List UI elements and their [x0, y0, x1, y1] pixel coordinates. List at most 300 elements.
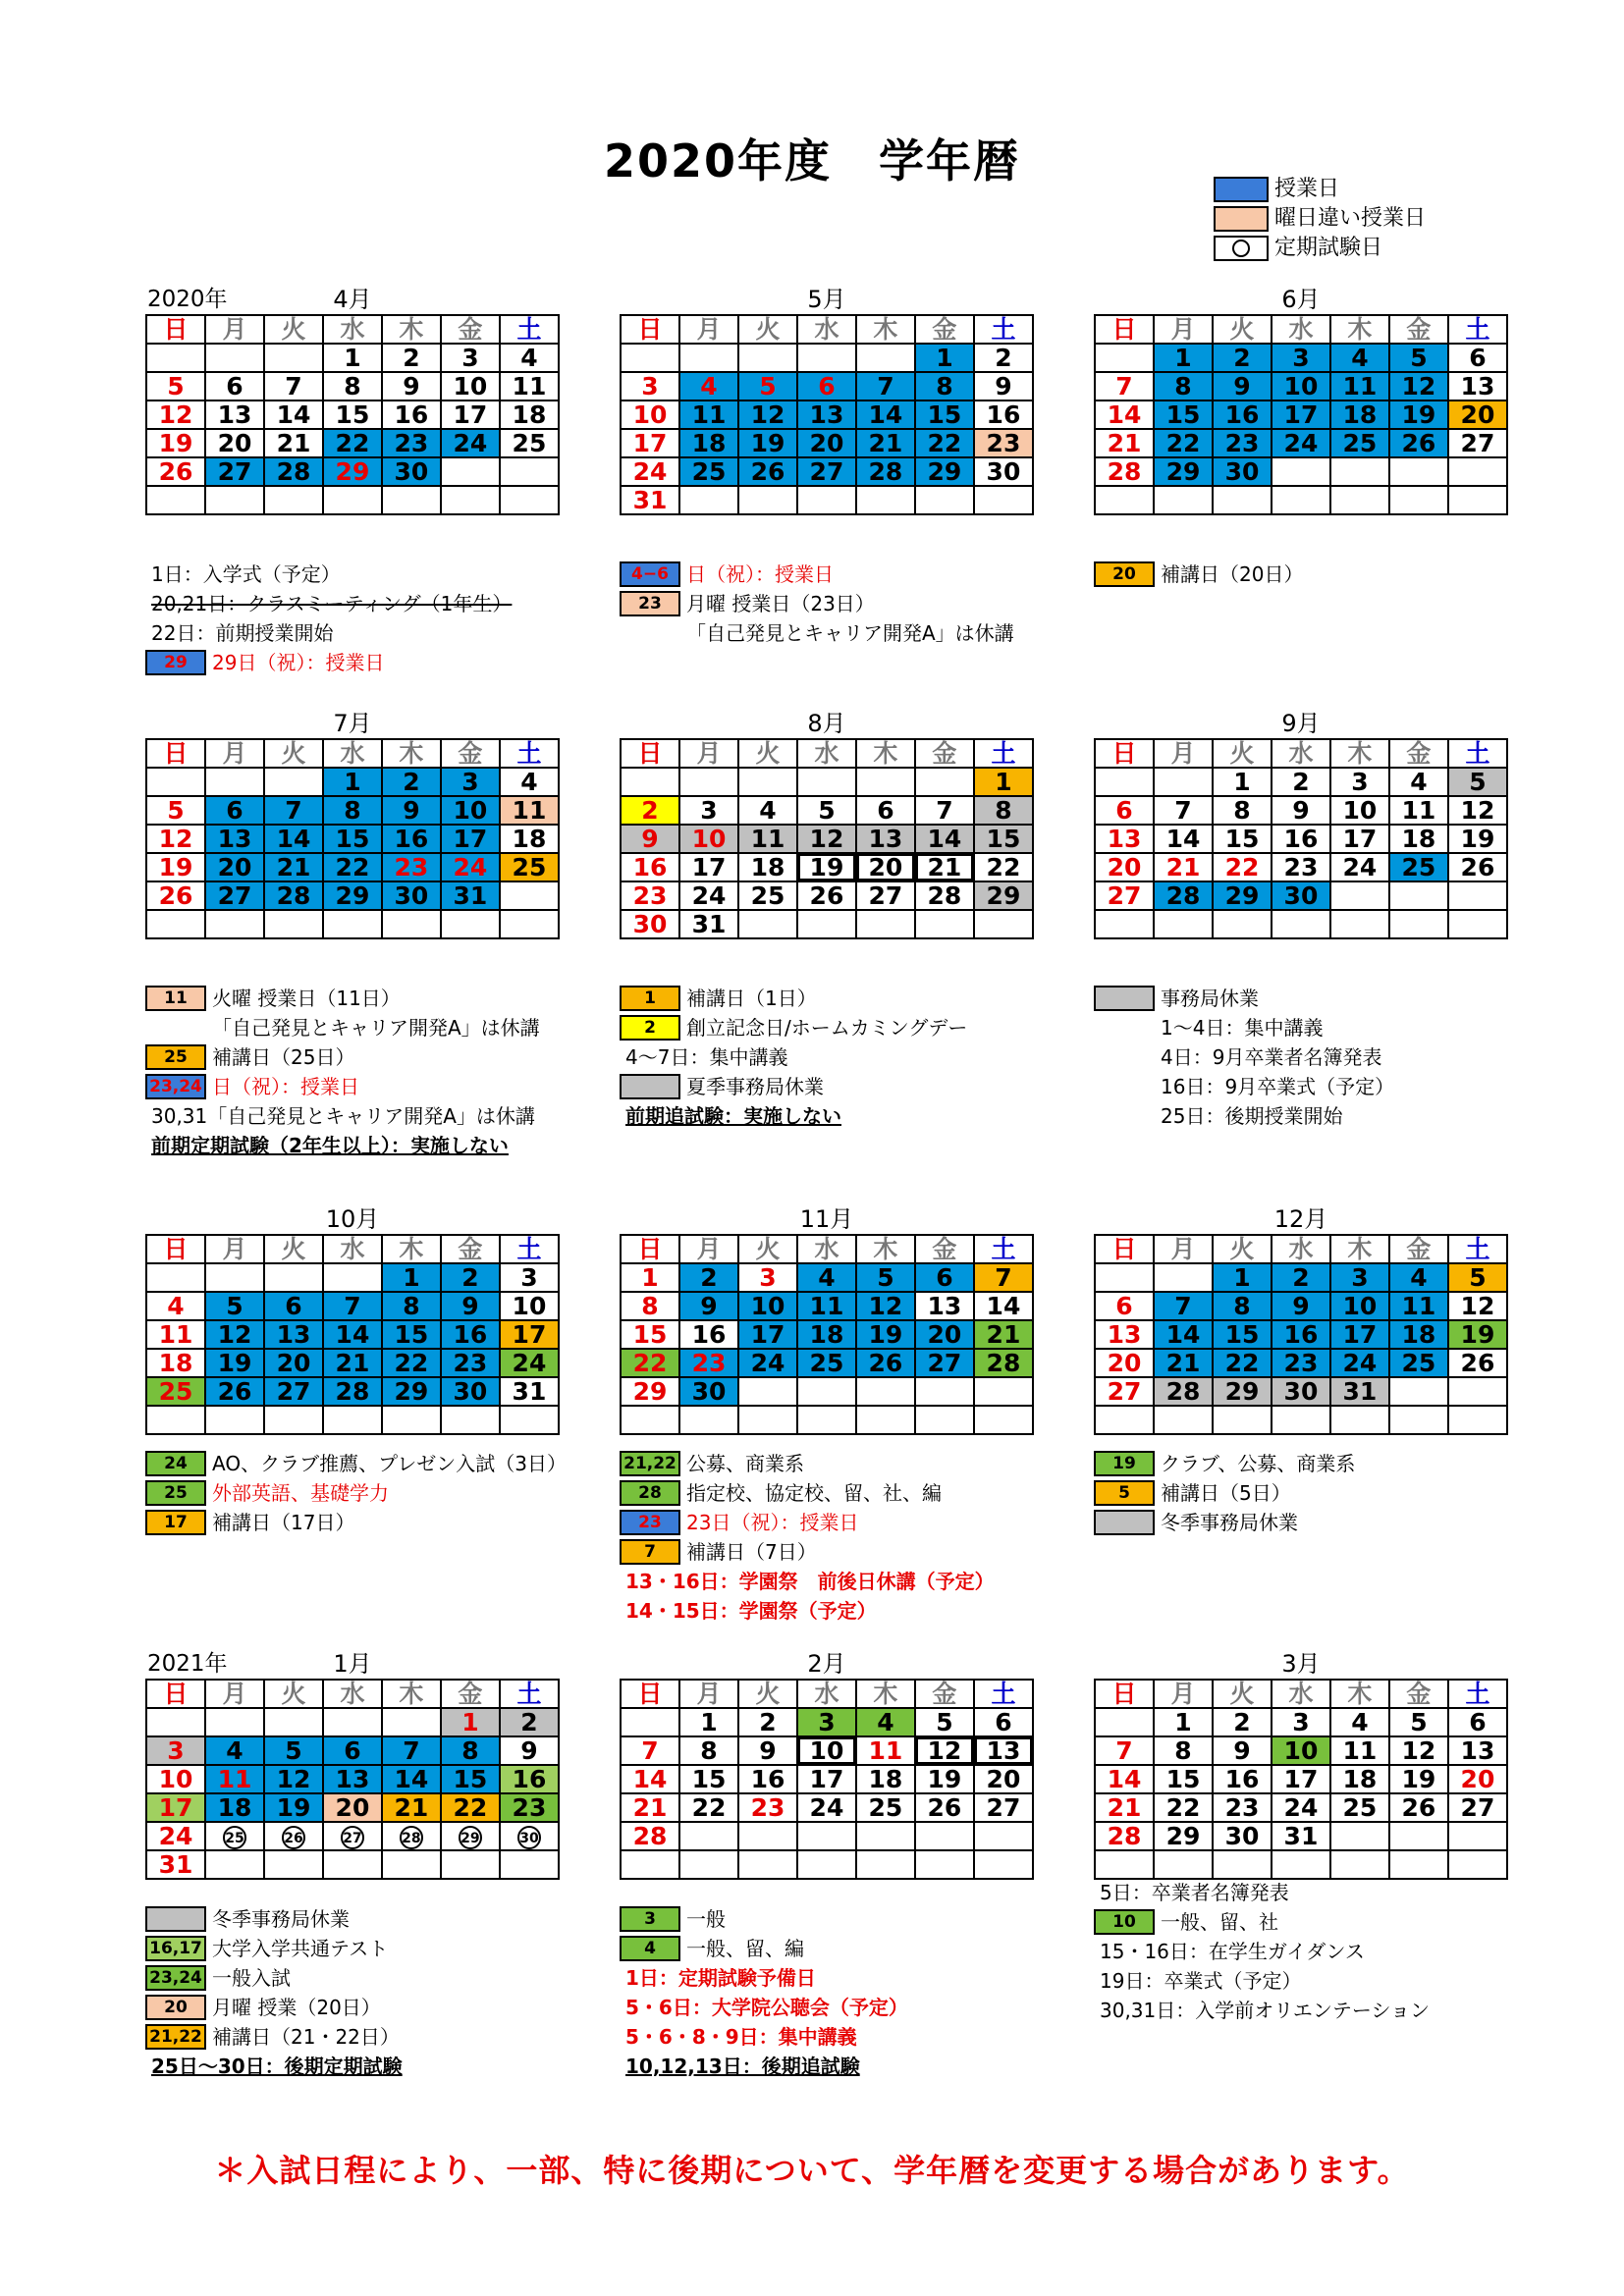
calendar-table	[145, 738, 560, 939]
day-cell	[323, 1406, 382, 1434]
day-cell: 9	[441, 1292, 500, 1320]
day-cell: 20	[1095, 1349, 1154, 1377]
note-text: 火曜 授業日（11日）	[212, 987, 401, 1010]
exam-day-circle: 30	[517, 1826, 541, 1849]
weekday-header: 土	[974, 1680, 1033, 1708]
week-row	[621, 457, 1033, 486]
weekday-header: 土	[500, 739, 559, 768]
day-cell: 5	[146, 796, 205, 825]
day-cell: 13	[264, 1320, 323, 1349]
day-cell: 1	[1154, 344, 1213, 372]
note-swatch: 23	[620, 1510, 680, 1535]
month-notes	[620, 560, 1032, 648]
calendar-table	[1094, 314, 1508, 515]
week-row	[621, 486, 1033, 514]
calendar-table	[145, 314, 560, 515]
note-item	[1094, 1996, 1506, 2025]
note-item	[145, 560, 558, 589]
day-cell: 2	[500, 1708, 559, 1736]
day-cell	[621, 1406, 679, 1434]
day-cell	[1154, 1406, 1213, 1434]
week-row	[146, 1349, 559, 1377]
week-row	[146, 1292, 559, 1320]
day-cell: 12	[1448, 1292, 1507, 1320]
day-cell: 10	[1272, 372, 1330, 400]
day-cell: 15	[382, 1320, 441, 1349]
day-cell: 19	[797, 853, 856, 881]
day-cell	[1448, 457, 1507, 486]
note-item	[145, 1131, 558, 1160]
day-cell: 3	[679, 796, 738, 825]
day-cell: 15	[621, 1320, 679, 1349]
note-text: 公募、商業系	[686, 1452, 804, 1475]
day-cell: 11	[146, 1320, 205, 1349]
day-cell: 6	[323, 1736, 382, 1765]
week-row	[1095, 1406, 1507, 1434]
day-cell	[1330, 486, 1389, 514]
weekday-header: 月	[1154, 1235, 1213, 1263]
note-item	[145, 1072, 558, 1101]
weekday-header: 火	[1213, 739, 1272, 768]
month-label: 6月	[1281, 286, 1321, 313]
weekday-header: 日	[1095, 315, 1154, 344]
day-cell: 29	[1213, 1377, 1272, 1406]
day-cell: 1	[323, 344, 382, 372]
day-cell: 22	[679, 1793, 738, 1822]
month-notes	[620, 984, 1032, 1131]
day-cell: 4	[738, 796, 797, 825]
weekday-header: 水	[797, 739, 856, 768]
note-item	[1094, 1878, 1506, 1907]
day-cell: 2	[1272, 768, 1330, 796]
weekday-header-row	[146, 1235, 559, 1263]
month-header	[1094, 1204, 1508, 1234]
day-cell: 2	[621, 796, 679, 825]
day-cell: 22	[621, 1349, 679, 1377]
day-cell: 17	[500, 1320, 559, 1349]
day-cell: 22	[915, 429, 974, 457]
day-cell: 23	[1213, 1793, 1272, 1822]
week-row	[146, 768, 559, 796]
note-text: 冬季事務局休業	[212, 1907, 350, 1931]
weekday-header: 月	[1154, 1680, 1213, 1708]
weekday-header: 月	[205, 1680, 264, 1708]
weekday-header: 火	[264, 739, 323, 768]
day-cell: 26	[915, 1793, 974, 1822]
month-notes	[1094, 1449, 1506, 1537]
weekday-header: 金	[915, 1235, 974, 1263]
note-text: クラブ、公募、商業系	[1161, 1452, 1356, 1475]
day-cell: 8	[1154, 1736, 1213, 1765]
day-cell: 24	[1272, 429, 1330, 457]
day-cell: 8	[1213, 796, 1272, 825]
day-cell	[1448, 910, 1507, 938]
note-text: 一般	[686, 1907, 726, 1931]
day-cell	[856, 344, 915, 372]
note-item	[145, 589, 558, 618]
weekday-header-row	[621, 315, 1033, 344]
day-cell: 25	[738, 881, 797, 910]
day-cell: 8	[441, 1736, 500, 1765]
day-cell	[146, 768, 205, 796]
month-notes	[145, 984, 558, 1160]
weekday-header: 金	[1389, 739, 1448, 768]
weekday-header: 月	[679, 739, 738, 768]
month-notes	[620, 1904, 1032, 2081]
weekday-header: 木	[856, 315, 915, 344]
day-cell: 26	[146, 457, 205, 486]
note-text: 一般、留、社	[1161, 1910, 1278, 1934]
day-cell: 3	[1272, 1708, 1330, 1736]
day-cell: 4	[500, 768, 559, 796]
note-swatch: 24	[145, 1451, 206, 1476]
month-calendar	[145, 1649, 560, 1880]
note-item	[620, 560, 1032, 589]
day-cell: 21	[1095, 1793, 1154, 1822]
day-cell	[500, 1822, 559, 1850]
note-swatch: 21,22	[145, 2024, 206, 2050]
day-cell: 21	[1154, 1349, 1213, 1377]
note-item	[1094, 560, 1506, 589]
note-text: 29日（祝）：授業日	[212, 651, 385, 674]
weekday-header-row	[1095, 1235, 1507, 1263]
week-row	[146, 457, 559, 486]
day-cell: 8	[323, 796, 382, 825]
day-cell: 10	[1330, 1292, 1389, 1320]
day-cell	[1272, 486, 1330, 514]
month-header	[620, 709, 1034, 738]
day-cell: 23	[974, 429, 1033, 457]
day-cell: 21	[1095, 429, 1154, 457]
day-cell	[323, 1850, 382, 1879]
note-swatch	[620, 1074, 680, 1099]
day-cell: 12	[1448, 796, 1507, 825]
day-cell: 13	[797, 400, 856, 429]
weekday-header: 土	[1448, 315, 1507, 344]
weekday-header: 月	[1154, 739, 1213, 768]
month-notes	[145, 1904, 558, 2081]
day-cell: 16	[382, 825, 441, 853]
day-cell: 28	[1095, 457, 1154, 486]
week-row	[621, 1292, 1033, 1320]
day-cell	[621, 344, 679, 372]
note-swatch: 17	[145, 1510, 206, 1535]
day-cell: 10	[1330, 796, 1389, 825]
note-item	[145, 984, 558, 1013]
week-row	[621, 344, 1033, 372]
week-row	[1095, 372, 1507, 400]
day-cell: 18	[1389, 1320, 1448, 1349]
note-item	[620, 1993, 1032, 2022]
day-cell: 6	[856, 796, 915, 825]
day-cell	[205, 910, 264, 938]
day-cell: 16	[1272, 1320, 1330, 1349]
week-row	[146, 1736, 559, 1765]
day-cell: 26	[146, 881, 205, 910]
day-cell	[146, 344, 205, 372]
day-cell	[738, 1406, 797, 1434]
day-cell	[621, 1708, 679, 1736]
day-cell: 9	[382, 796, 441, 825]
weekday-header: 火	[264, 1680, 323, 1708]
day-cell: 12	[1389, 1736, 1448, 1765]
note-text: 1〜4日：集中講義	[1161, 1016, 1324, 1040]
day-cell: 15	[915, 400, 974, 429]
day-cell	[1272, 910, 1330, 938]
day-cell: 3	[441, 768, 500, 796]
day-cell	[500, 881, 559, 910]
day-cell: 1	[1213, 768, 1272, 796]
day-cell	[382, 1850, 441, 1879]
day-cell	[1154, 910, 1213, 938]
month-calendar	[1094, 1649, 1508, 1880]
month-label: 1月	[333, 1650, 372, 1678]
day-cell	[323, 1263, 382, 1292]
weekday-header: 火	[738, 315, 797, 344]
day-cell	[679, 1822, 738, 1850]
day-cell	[797, 1822, 856, 1850]
day-cell: 16	[441, 1320, 500, 1349]
week-row	[1095, 910, 1507, 938]
day-cell: 24	[441, 429, 500, 457]
month-label: 2月	[807, 1650, 846, 1678]
day-cell: 23	[1213, 429, 1272, 457]
note-swatch: 10	[1094, 1909, 1155, 1935]
day-cell: 28	[621, 1822, 679, 1850]
weekday-header: 土	[974, 739, 1033, 768]
note-text: 補講日（5日）	[1161, 1481, 1291, 1505]
day-cell: 30	[1213, 1822, 1272, 1850]
day-cell: 6	[205, 796, 264, 825]
day-cell: 22	[1213, 853, 1272, 881]
day-cell: 14	[915, 825, 974, 853]
calendar-table	[1094, 1679, 1508, 1880]
note-text: 「自己発見とキャリア開発A」は休講	[686, 621, 1014, 645]
weekday-header: 日	[146, 315, 205, 344]
day-cell: 13	[1448, 1736, 1507, 1765]
calendar-table	[620, 314, 1034, 515]
day-cell: 24	[441, 853, 500, 881]
note-item	[145, 1101, 558, 1131]
day-cell: 15	[1213, 1320, 1272, 1349]
week-row	[1095, 1349, 1507, 1377]
day-cell: 1	[1213, 1263, 1272, 1292]
day-cell	[1095, 1708, 1154, 1736]
week-row	[1095, 344, 1507, 372]
day-cell	[205, 344, 264, 372]
note-item	[1094, 1449, 1506, 1478]
day-cell: 22	[323, 853, 382, 881]
day-cell: 20	[264, 1349, 323, 1377]
weekday-header: 日	[146, 1680, 205, 1708]
weekday-header-row	[621, 1680, 1033, 1708]
week-row	[1095, 400, 1507, 429]
month-notes	[145, 1449, 567, 1537]
day-cell: 28	[1095, 1822, 1154, 1850]
day-cell: 15	[1213, 825, 1272, 853]
day-cell: 19	[1448, 825, 1507, 853]
day-cell: 30	[1272, 881, 1330, 910]
day-cell: 27	[974, 1793, 1033, 1822]
note-swatch: 4	[620, 1936, 680, 1961]
month-calendar	[620, 1204, 1034, 1435]
weekday-header: 水	[797, 1235, 856, 1263]
note-swatch: 23,24	[145, 1074, 206, 1099]
day-cell: 16	[382, 400, 441, 429]
week-row	[146, 910, 559, 938]
day-cell: 30	[621, 910, 679, 938]
note-item	[620, 618, 1032, 648]
weekday-header: 火	[1213, 1680, 1272, 1708]
day-cell: 6	[1095, 1292, 1154, 1320]
day-cell	[738, 910, 797, 938]
day-cell	[974, 1377, 1033, 1406]
weekday-header: 日	[1095, 1235, 1154, 1263]
day-cell: 30	[382, 881, 441, 910]
day-cell	[915, 910, 974, 938]
day-cell: 20	[974, 1765, 1033, 1793]
day-cell	[1330, 1850, 1389, 1879]
day-cell	[382, 1406, 441, 1434]
day-cell: 9	[738, 1736, 797, 1765]
day-cell	[1389, 1822, 1448, 1850]
day-cell: 4	[205, 1736, 264, 1765]
day-cell: 15	[679, 1765, 738, 1793]
day-cell	[1272, 457, 1330, 486]
week-row	[146, 1406, 559, 1434]
day-cell	[1095, 486, 1154, 514]
day-cell	[205, 486, 264, 514]
note-item	[1094, 1907, 1506, 1937]
day-cell: 16	[1213, 400, 1272, 429]
note-text: 前期定期試験（2年生以上）：実施しない	[151, 1134, 509, 1157]
day-cell: 5	[797, 796, 856, 825]
day-cell: 16	[738, 1765, 797, 1793]
weekday-header-row	[621, 1235, 1033, 1263]
week-row	[621, 1377, 1033, 1406]
day-cell: 5	[205, 1292, 264, 1320]
note-text: 前期追試験：実施しない	[625, 1104, 841, 1128]
day-cell	[1448, 1377, 1507, 1406]
calendar-table	[145, 1234, 560, 1435]
weekday-header: 水	[323, 315, 382, 344]
day-cell: 1	[1154, 1708, 1213, 1736]
day-cell: 31	[500, 1377, 559, 1406]
day-cell: 25	[1330, 1793, 1389, 1822]
day-cell: 23	[382, 853, 441, 881]
note-item	[620, 1934, 1032, 1963]
day-cell: 26	[797, 881, 856, 910]
day-cell: 30	[1213, 457, 1272, 486]
weekday-header: 火	[264, 1235, 323, 1263]
day-cell: 27	[264, 1377, 323, 1406]
day-cell: 14	[382, 1765, 441, 1793]
day-cell: 23	[382, 429, 441, 457]
week-row	[621, 796, 1033, 825]
day-cell	[205, 768, 264, 796]
month-calendar	[145, 709, 560, 939]
note-item	[1094, 1937, 1506, 1966]
note-item	[145, 648, 558, 677]
day-cell: 16	[679, 1320, 738, 1349]
note-swatch: 29	[145, 650, 206, 675]
day-cell: 2	[738, 1708, 797, 1736]
note-item	[620, 984, 1032, 1013]
weekday-header: 木	[856, 1680, 915, 1708]
weekday-header: 火	[264, 315, 323, 344]
day-cell: 12	[264, 1765, 323, 1793]
note-swatch: 20	[1094, 561, 1155, 587]
legend-label: 曜日違い授業日	[1274, 206, 1427, 231]
note-item	[1094, 1478, 1506, 1508]
day-cell: 21	[1154, 853, 1213, 881]
day-cell: 22	[1154, 429, 1213, 457]
day-cell: 7	[1095, 1736, 1154, 1765]
day-cell: 19	[146, 429, 205, 457]
month-calendar	[620, 1649, 1034, 1880]
month-notes	[145, 560, 558, 677]
month-calendar	[620, 285, 1034, 515]
day-cell: 22	[323, 429, 382, 457]
weekday-header: 金	[1389, 1235, 1448, 1263]
day-cell: 27	[1448, 1793, 1507, 1822]
day-cell: 1	[441, 1708, 500, 1736]
week-row	[621, 1406, 1033, 1434]
weekday-header: 水	[797, 315, 856, 344]
day-cell: 30	[679, 1377, 738, 1406]
day-cell	[915, 1850, 974, 1879]
month-label: 9月	[1281, 710, 1321, 737]
day-cell: 13	[1448, 372, 1507, 400]
note-text: AO、クラブ推薦、プレゼン入試（3日）	[212, 1452, 567, 1475]
day-cell: 26	[856, 1349, 915, 1377]
month-label: 5月	[807, 286, 846, 313]
week-row	[146, 344, 559, 372]
day-cell: 24	[797, 1793, 856, 1822]
day-cell	[621, 1850, 679, 1879]
week-row	[1095, 429, 1507, 457]
note-text: 10,12,13日：後期追試験	[625, 2055, 860, 2078]
note-text: 20,21日：クラスミーティング（1年生）	[151, 592, 513, 615]
day-cell: 22	[1213, 1349, 1272, 1377]
note-item	[145, 2052, 558, 2081]
month-notes	[1094, 1878, 1506, 2025]
weekday-header: 月	[205, 739, 264, 768]
week-row	[146, 825, 559, 853]
day-cell: 16	[621, 853, 679, 881]
day-cell	[856, 1850, 915, 1879]
note-item	[145, 1904, 558, 1934]
day-cell: 30	[441, 1377, 500, 1406]
day-cell: 25	[1389, 853, 1448, 881]
day-cell: 6	[1095, 796, 1154, 825]
day-cell	[264, 1850, 323, 1879]
week-row	[146, 1765, 559, 1793]
note-swatch: 28	[620, 1480, 680, 1506]
day-cell: 2	[1272, 1263, 1330, 1292]
day-cell: 21	[915, 853, 974, 881]
day-cell: 12	[915, 1736, 974, 1765]
weekday-header: 日	[1095, 739, 1154, 768]
weekday-header: 水	[1272, 1235, 1330, 1263]
day-cell: 9	[974, 372, 1033, 400]
note-text: 25日〜30日：後期定期試験	[151, 2055, 403, 2078]
note-item	[145, 1993, 558, 2022]
weekday-header: 土	[500, 1680, 559, 1708]
note-text: 補講日（25日）	[212, 1045, 355, 1069]
day-cell: 21	[621, 1793, 679, 1822]
day-cell: 12	[146, 825, 205, 853]
